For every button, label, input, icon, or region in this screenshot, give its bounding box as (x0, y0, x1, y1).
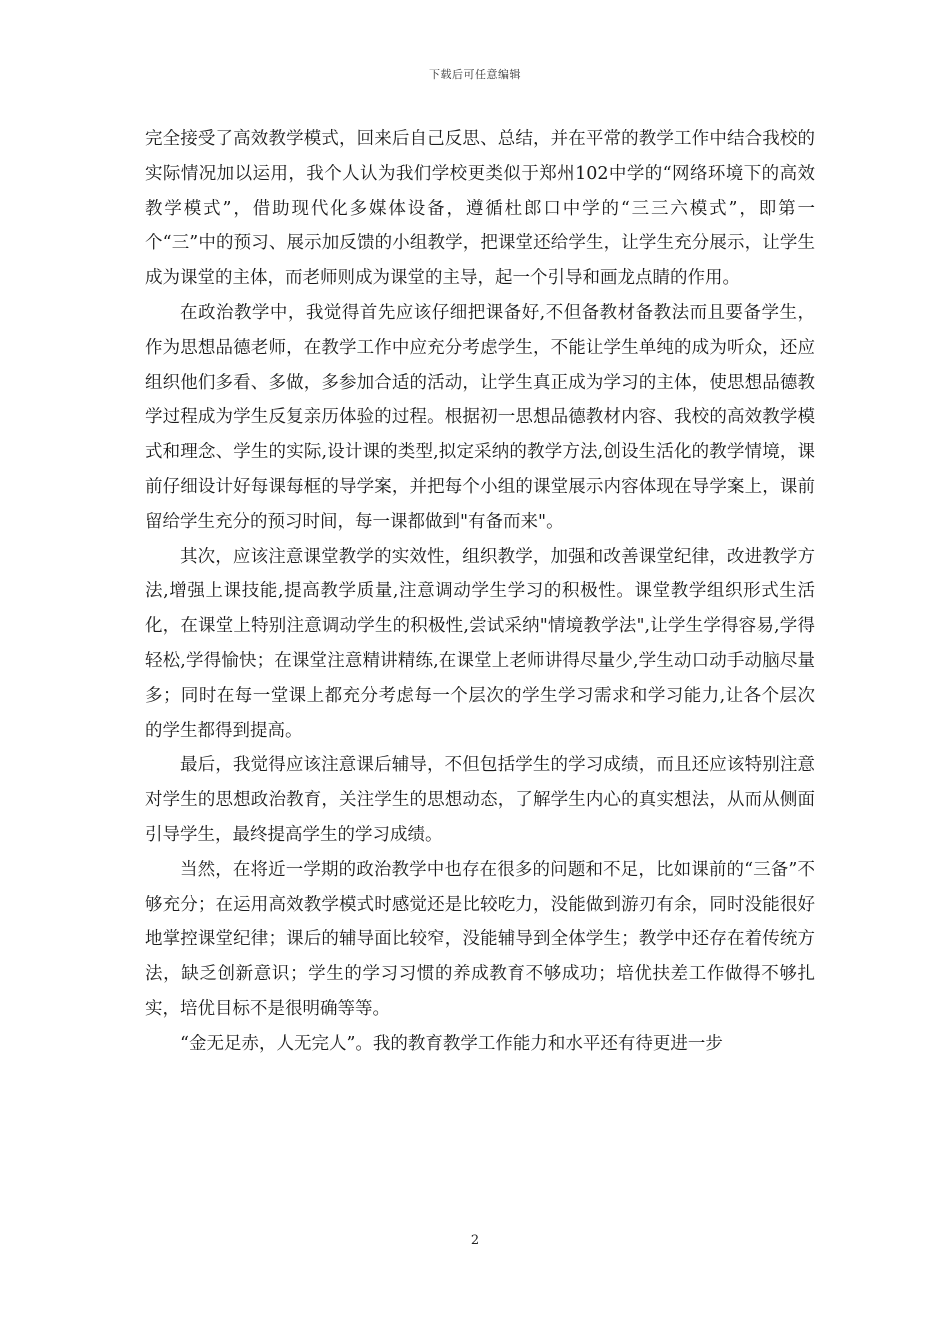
paragraph-3: 其次，应该注意课堂教学的实效性，组织教学，加强和改善课堂纪律，改进教学方法,增强上课技能,提高教学质量,注意调动学生学习的积极性。课堂教学组织形式生活化，在课堂上特别注意调动学生的积极性,尝试采纳"情境教学法",让学生学得容易,学得轻松,学得愉快；在课堂注意精讲精练,在课堂上老师讲得尽量少,学生动口动手动脑尽量多；同时在每一堂课上都充分考虑每一个层次的学生学习需求和学习能力,让各个层次的学生都得到提高。 (145, 546, 815, 741)
paragraph-5: 当然，在将近一学期的政治教学中也存在很多的问题和不足，比如课前的“三备”不够充分；在运用高效教学模式时感觉还是比较吃力，没能做到游刃有余，同时没能很好地掌控课堂纪律；课后的辅导面比较窄，没能辅导到全体学生；教学中还存在着传统方法，缺乏创新意识；学生的学习习惯的养成教育不够成功；培优扶差工作做得不够扎实，培优目标不是很明确等等。 (145, 859, 815, 1019)
paragraph-6: “金无足赤，人无完人”。我的教育教学工作能力和水平还有待更进一步 (180, 1033, 723, 1054)
paragraph-2: 在政治教学中，我觉得首先应该仔细把课备好,不但备教材备教法而且要备学生，作为思想品德老师，在教学工作中应充分考虑学生，不能让学生单纯的成为听众，还应组织他们多看、多做，多参加合适的活动，让学生真正成为学习的主体，使思想品德教学过程成为学生反复亲历体验的过程。根据初一思想品德教材内容、我校的高效教学模式和理念、学生的实际,设计课的类型,拟定采纳的教学方法,创设生活化的教学情境，课前仔细设计好每课每框的导学案，并把每个小组的课堂展示内容体现在导学案上，课前留给学生充分的预习时间，每一课都做到"有备而来"。 (145, 302, 815, 532)
paragraph-4: 最后，我觉得应该注意课后辅导，不但包括学生的学习成绩，而且还应该特别注意对学生的思想政治教育，关注学生的思想动态，了解学生内心的真实想法，从而从侧面引导学生，最终提高学生的学习成绩。 (145, 755, 815, 845)
page-number: 2 (470, 1233, 480, 1248)
document-body (145, 122, 815, 1062)
paragraph-1: 完全接受了高效教学模式，回来后自己反思、总结，并在平常的教学工作中结合我校的实际情况加以运用，我个人认为我们学校更类似于郑州102中学的“网络环境下的高效教学模式”，借助现代化多媒体设备，遵循杜郎口中学的“三三六模式”，即第一个“三”中的预习、展示加反馈的小组教学，把课堂还给学生，让学生充分展示，让学生成为课堂的主体，而老师则成为课堂的主导，起一个引导和画龙点睛的作用。 (145, 129, 815, 289)
page-header: 下载后可任意编辑 (429, 68, 521, 81)
